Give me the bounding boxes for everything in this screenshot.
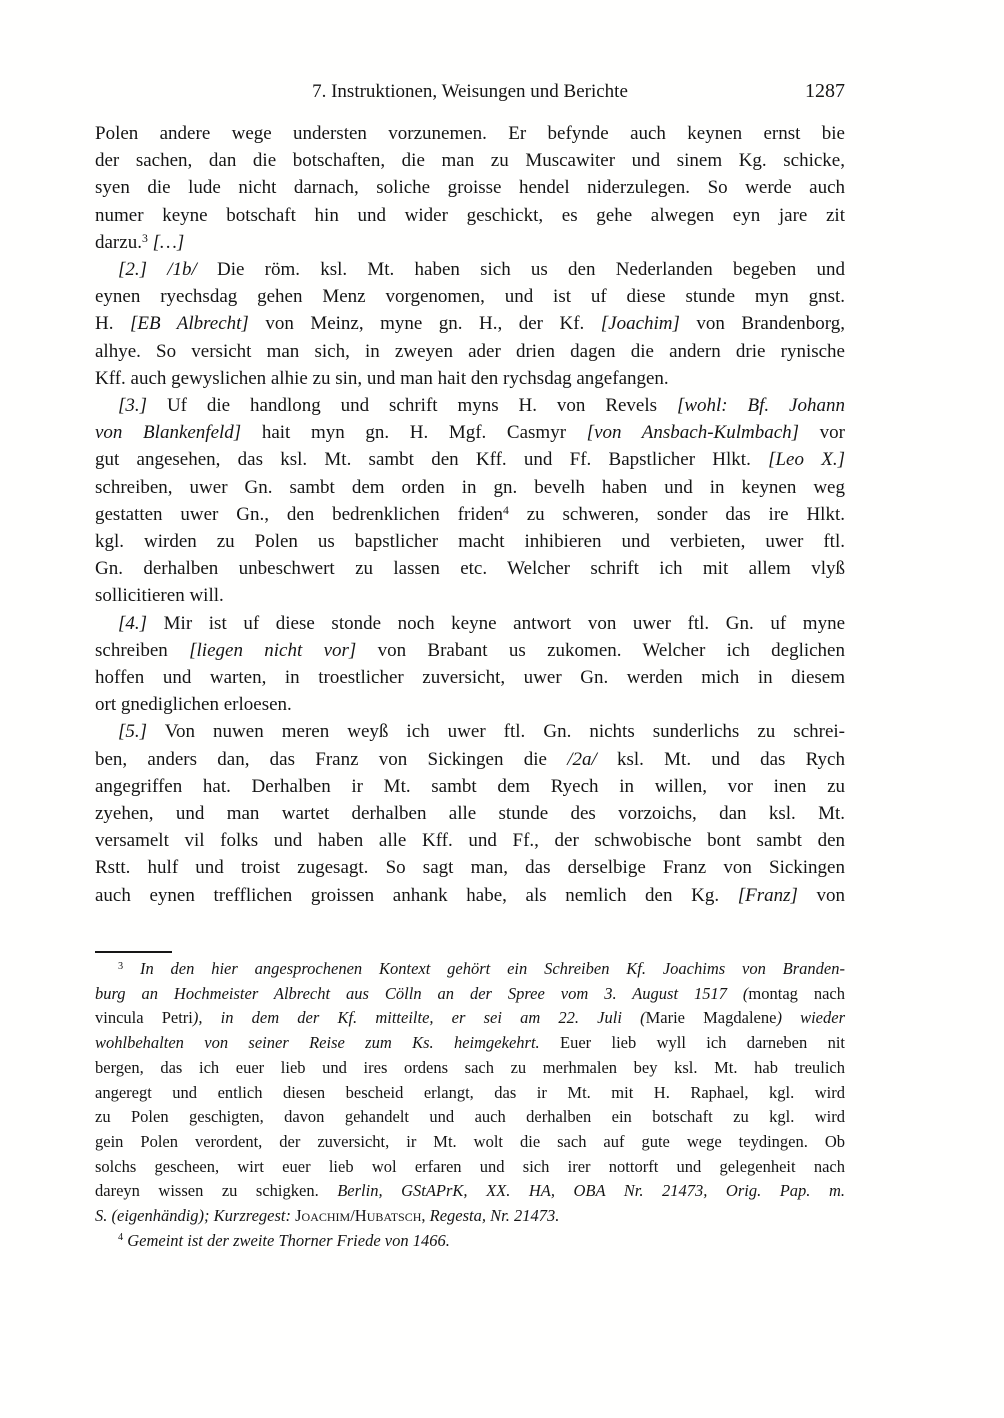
body-text-line: gestatten uwer Gn., den bedrenklichen friden$^4$ zu schweren, sonder das ire Hlkt.	[95, 503, 845, 525]
footnote-line: dareyn wissen zu schigken. Berlin, GStAPrK, XX. HA, OBA Nr. 21473, Orig. Pap. m.	[95, 1181, 845, 1201]
body-text-line: zyehen, und man wartet derhalben alle stunde des vorzoichs, dan ksl. Mt.	[95, 803, 845, 825]
main-text-block	[95, 120, 845, 909]
footnote-line: $^4$ Gemeint ist der zweite Thorner Friede von 1466.	[118, 1230, 450, 1250]
body-text-line: auch eynen trefflichen groissen anhank habe, als nemlich den Kg. [Franz] von	[95, 884, 846, 906]
body-text-line: schreiben [liegen nicht vor] von Brabant us zukomen. Welcher ich deglichen	[95, 639, 845, 661]
body-text-line: hoffen und warten, in troestlicher zuversicht, uwer Gn. werden mich in diesem	[95, 667, 845, 689]
body-text-line: darzu.$^3$ […]	[95, 231, 185, 253]
footnote-line: zu Polen geschigten, davon gehandelt und auch derhalben ein botschaft zu kgl. wird	[95, 1107, 845, 1127]
running-header	[95, 80, 845, 104]
body-text-line: der sachen, dan die botschaften, die man zu Muscawiter und sinem Kg. schicke,	[95, 150, 845, 172]
footnote-reference: 3	[141, 231, 148, 245]
footnote-line: gein Polen verordent, der zuversicht, ir Mt. wolt die sach auf gute wege teydingen. Ob	[95, 1131, 845, 1151]
body-text-line: [3.] Uf die handlong und schrift myns H. von Revels [wohl: Bf. Johann	[118, 395, 845, 417]
body-text-line: Polen andere wege understen vorzunemen. Er befynde auch keynen ernst bie	[95, 123, 845, 144]
body-text-line: sollicitieren will.	[95, 585, 224, 607]
footnote-separator	[95, 951, 172, 953]
body-text-line: H. [EB Albrecht] von Meinz, myne gn. H., der Kf. [Joachim] von Brandenborg,	[95, 313, 845, 335]
body-text-line: Gn. derhalben unbeschwert zu lassen etc. Welcher schrift ich mit allem vlyß	[95, 558, 845, 580]
footnote-reference: 3	[118, 960, 124, 972]
body-text-line: ort gnediglichen erloesen.	[95, 694, 292, 716]
body-text-line: [5.] Von nuwen meren weyß ich uwer ftl. Gn. nichts sunderlichs zu schrei-	[118, 721, 845, 743]
body-text-line: schreiben, uwer Gn. sambt dem orden in gn. bevelh haben und in keynen weg	[95, 476, 845, 498]
body-text-line: gut angesehen, das ksl. Mt. sambt den Kff. und Ff. Bapstlicher Hlkt. [Leo X.]	[95, 449, 845, 471]
footnote-line: vincula Petri), in dem der Kf. mitteilte, er sei am 22. Juli (Marie Magdalene) wieder	[95, 1008, 845, 1028]
footnote-line: solchs gescheen, wirt euer lieb wol erfaren und sich irer nottorft und gelegenheit nach	[95, 1156, 845, 1176]
footnote-line: $^3$ In den hier angesprochenen Kontext gehört ein Schreiben Kf. Joachims von Branden-	[118, 959, 845, 978]
body-text-line: angegriffen hat. Derhalben ir Mt. sambt dem Ryech in willen, vor inen zu	[95, 775, 845, 797]
footnote-line: angeregt und entlich diesen bescheid erlangt, das ir Mt. mit H. Raphael, kgl. wird	[95, 1082, 845, 1102]
body-text-line: von Blankenfeld] hait myn gn. H. Mgf. Casmyr [von Ansbach-Kulmbach] vor	[95, 422, 846, 444]
page-number: 1287	[805, 80, 845, 102]
footnote-reference: 4	[118, 1232, 124, 1244]
body-text-line: [2.] /1b/ Die röm. ksl. Mt. haben sich us den Nederlanden begeben und	[118, 259, 845, 281]
body-text-line: versamelt vil folks und haben alle Kff. und Ff., der schwobische bont sambt den	[95, 830, 845, 852]
footnote-line: wohlbehalten von seiner Reise zum Ks. heimgekehrt. Euer lieb wyll ich darneben nit	[95, 1033, 845, 1053]
footnote-line: burg an Hochmeister Albrecht aus Cölln an der Spree vom 3. August 1517 (montag nach	[95, 983, 845, 1003]
footnote-line: bergen, das ich euer lieb und ires ordens sach zu merhmalen bey ksl. Mt. hab treulich	[95, 1057, 845, 1077]
body-text-line: numer keyne botschaft hin und wider geschickt, es gehe alwegen eyn jare zit	[95, 204, 845, 226]
body-text-line: [4.] Mir ist uf diese stonde noch keyne antwort von uwer ftl. Gn. uf myne	[118, 612, 845, 634]
footnote-line: S. (eigenhändig); Kurzregest: Joachim/Hubatsch, Regesta, Nr. 21473.	[95, 1206, 560, 1226]
footnotes-block	[95, 957, 845, 1253]
body-text-line: syen die lude nicht darnach, soliche groisse hendel niderzulegen. So werde auch	[95, 177, 845, 199]
body-text-line: eynen ryechsdag gehen Menz vorgenomen, und ist uf diese stunde myn gnst.	[95, 286, 845, 308]
body-text-line: ben, anders dan, das Franz von Sickingen die /2a/ ksl. Mt. und das Rych	[95, 748, 845, 770]
body-text-line: Rstt. hulf und troist zugesagt. So sagt man, das derselbige Franz von Sickingen	[95, 857, 845, 879]
body-text-line: alhye. So versicht man sich, in zweyen ader drien dagen die andern drie rynische	[95, 340, 845, 362]
running-header-title: 7. Instruktionen, Weisungen und Berichte	[312, 81, 628, 102]
body-text-line: Kff. auch gewyslichen alhie zu sin, und man hait den rychsdag angefangen.	[95, 367, 669, 389]
footnote-reference: 4	[502, 503, 509, 517]
body-text-line: kgl. wirden zu Polen us bapstlicher macht inhibieren und verbieten, uwer ftl.	[95, 531, 845, 553]
